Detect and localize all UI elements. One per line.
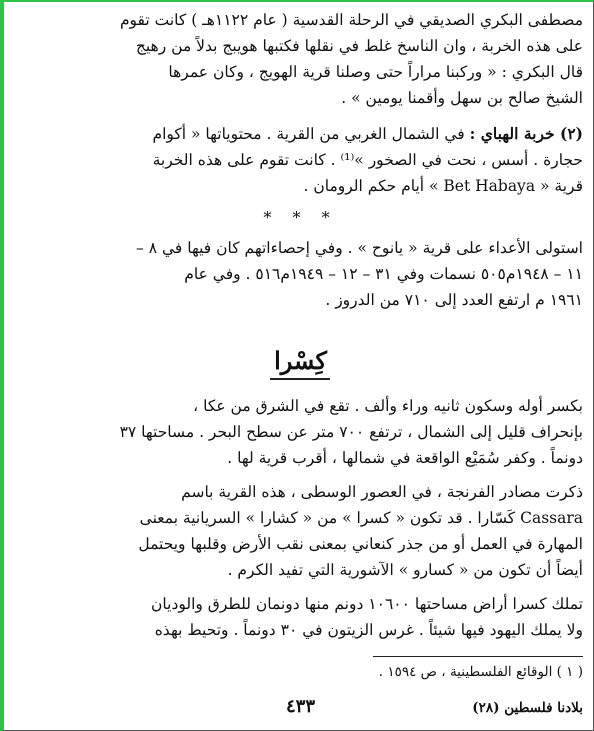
footnote: ( ١ ) الوقائع الفلسطينية ، ص ١٥٩٤ . <box>378 664 583 680</box>
text-line: ١٩٦١ م ارتفع العدد إلى ٧١٠ من الدروز . <box>325 291 583 309</box>
habbai-label: (٢) خربة الهباي : <box>469 124 583 143</box>
text-line: بكسر أوله وسكون ثانيه وراء وألف . تقع في الشرق من عكا ، <box>193 397 583 415</box>
footnote-rule <box>373 656 583 657</box>
text-line: دونماً . وكفر سُمَيْع الواقعة في شمالها ، أقرب قرية لها . <box>227 449 583 467</box>
text-line: المهارة في العمل أو من جذر كنعاني بمعنى نقب الأرض وقلبها ويحتمل <box>138 535 583 553</box>
text-line: قال البكري : « وركبنا مراراً حتى وصلنا قرية الهويج ، وكان عمرها <box>168 63 583 81</box>
text-line: مصطفى البكري الصديقي في الرحلة القدسية ( عام ١١٢٢هـ ) كانت تقوم <box>119 11 583 29</box>
text-line: ١١ – ١٩٤٨م٥٠٥ نسمات وفي ٣١ – ١٢ – ١٩٤٩م٥١٦ . وفي عام <box>184 265 583 283</box>
page-number: ٤٣٣ <box>285 696 315 717</box>
section-heading: كِسْرا <box>274 346 327 375</box>
text-line: بإنحراف قليل إلى الشمال ، ترتفع ٧٠٠ متر عن سطح البحر . مساحتها ٣٧ <box>119 423 583 441</box>
text-line: Cassara كَسّارا . قد تكون « كسرا » من « كشارا » السريانية بمعنى <box>139 509 583 527</box>
document-page <box>18 0 583 731</box>
text-line: قرية « Bet Habaya » أيام حكم الرومان . <box>303 177 583 195</box>
habbai-text: في الشمال الغربي من القرية . محتوياتها « أكوام <box>152 125 465 143</box>
text-line: الشيخ صالح بن سهل وأقمنا يومين » . <box>341 89 583 107</box>
heading-underline <box>270 378 330 380</box>
text-line: استولى الأعداء على قرية « يانوح » . وفي إحصاءاتهم كان فيها في ٨ – <box>136 239 583 257</box>
text-line: تملك كسرا أراض مساحتها ١٠٦٠٠ دونم منها دونمان للطرق والوديان <box>151 595 583 613</box>
text-line: ولا يملك اليهود فيها شيئاً . غرس الزيتون في ٣٠ دونماً . وتحيط بهذه <box>154 621 583 639</box>
habbai-entry-line <box>18 122 583 146</box>
text-line: ذكرت مصادر الفرنجة ، في العصور الوسطى ، هذه القرية باسم <box>181 483 583 501</box>
text-line: أيضاً أن تكون من « كسارو » الآشورية التي تفيد الكرم . <box>227 561 583 579</box>
text-line: على هذه الخربة ، وان الناسخ غلط في نقلها فكتبها هويبج بدلاً من رهيج <box>135 37 583 55</box>
running-footer: بلادنا فلسطين (٢٨) <box>472 700 583 716</box>
section-separator: * * * <box>263 208 338 227</box>
text-line: حجارة . أسس ، نحت في الصخور »⁽¹⁾ . كانت تقوم على هذه الخربة <box>152 151 583 169</box>
